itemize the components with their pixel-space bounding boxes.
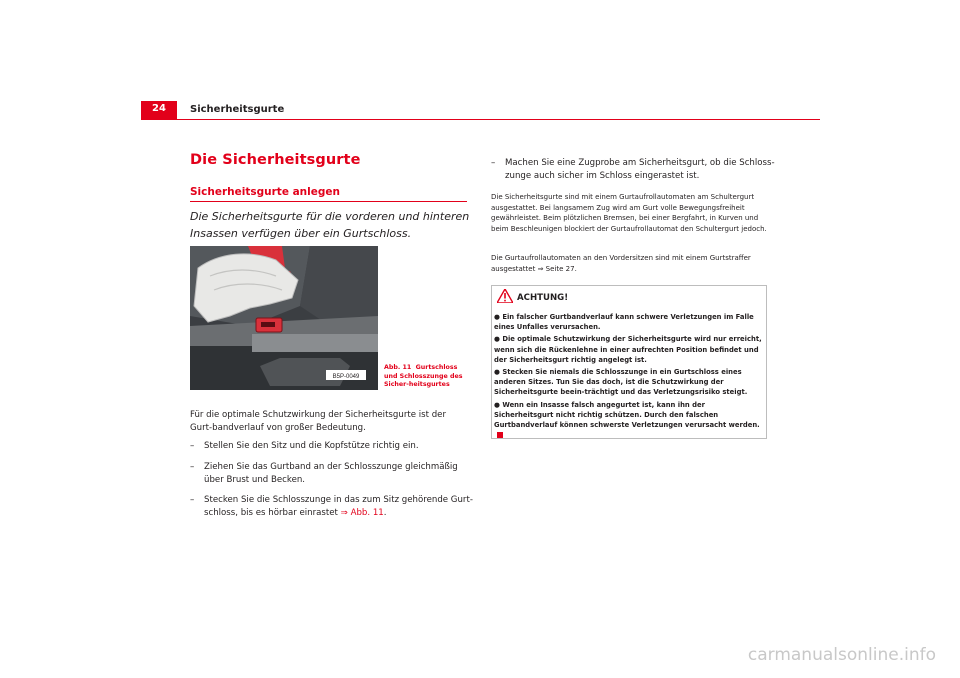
info-text: Die Gurtaufrollautomaten an den Vordersitzen sind mit einem Gurtstraffer ausgestattet	[491, 254, 751, 273]
subsection-divider	[190, 201, 467, 202]
dash-marker: –	[190, 462, 195, 472]
page-title: Die Sicherheitsgurte	[190, 152, 361, 168]
warning-item	[494, 400, 766, 441]
body-paragraph: Für die optimale Schutzwirkung der Sicherheitsgurte ist der Gurt-bandverlauf von großer Bedeutung.	[190, 410, 446, 433]
warning-item-text: Die optimale Schutzwirkung der Sicherheitsgurte wird nur erreicht, wenn sich die Rückenlehne in einer aufrechten Position befindet und der Sicherheitsgurt richtig angelegt ist.	[494, 335, 762, 364]
warning-box	[491, 285, 767, 439]
step-item	[190, 494, 480, 520]
end-marker-icon	[497, 432, 503, 438]
step-text: Stecken Sie die Schlosszunge in das zum Sitz gehörende Gurt-schloss, bis es hörbar einrastet	[204, 495, 473, 518]
warning-item-text: Ein falscher Gurtbandverlauf kann schwere Verletzungen im Falle eines Unfalles verursachen.	[494, 313, 754, 332]
warning-item	[494, 334, 766, 365]
subsection-title: Sicherheitsgurte anlegen	[190, 186, 340, 198]
watermark: carmanualsonline.info	[747, 645, 936, 665]
page-number: 24	[152, 103, 166, 114]
info-paragraph: Die Sicherheitsgurte sind mit einem Gurtaufrollautomaten am Schultergurt ausgestattet. Bei langsamem Zug wird am Gurt volle Bewegungsfreiheit gewährleistet. Beim plötzlichen Bremsen, bei einer Bergfahrt, in Kurven und beim Beschleunigen blockiert der Gurtaufrollautomat den Schultergurt jedoch.	[491, 193, 767, 233]
bullet-icon: ●	[494, 335, 500, 344]
dash-marker: –	[190, 495, 195, 505]
figure-code: B5P-0049	[332, 374, 360, 380]
step-item	[190, 440, 480, 453]
section-title: Sicherheitsgurte	[190, 104, 285, 115]
bullet-icon: ●	[494, 313, 500, 321]
bullet-icon: ●	[494, 368, 500, 377]
step-end: .	[383, 508, 387, 518]
page-reference-link[interactable]: ⇒ Seite 27.	[537, 264, 577, 273]
warning-item-text: Stecken Sie niemals die Schlosszunge in ein Gurtschloss eines anderen Sitzes. Tun Sie das doch, ist die Schutzwirkung der Sicherheitsgurte beein-trächtigt und das Verletzungsrisiko steigt.	[494, 368, 748, 397]
header-divider	[141, 119, 820, 120]
warning-item	[494, 367, 766, 398]
dash-marker: –	[190, 441, 195, 451]
bullet-icon: ●	[494, 400, 500, 409]
figure-caption-text: Gurtschloss und Schlosszunge des Sicher-heitsgurtes	[384, 364, 463, 388]
warning-item-text: Wenn ein Insasse falsch angegurtet ist, kann ihn der Sicherheitsgurt nicht richtig schützen. Durch den falschen Gurtbandverlauf können schwerste Verletzungen verursacht werden.	[494, 400, 760, 430]
warning-item	[494, 312, 766, 332]
step-item	[491, 157, 781, 183]
seatbelt-illustration	[190, 246, 378, 390]
step-text: Stellen Sie den Sitz und die Kopfstütze richtig ein.	[204, 441, 419, 451]
step-text: Ziehen Sie das Gurtband an der Schlosszunge gleichmäßig über Brust und Becken.	[204, 462, 458, 485]
seatbelt-buckle-figure	[190, 246, 378, 390]
info-paragraph	[491, 253, 773, 274]
step-item	[190, 461, 480, 487]
warning-list	[494, 312, 766, 442]
warning-title: ACHTUNG!	[517, 293, 569, 303]
step-text: Machen Sie eine Zugprobe am Sicherheitsgurt, ob die Schloss-zunge auch sicher im Schloss eingerastet ist.	[505, 158, 775, 181]
intro-text: Die Sicherheitsgurte für die vorderen und hinteren Insassen verfügen über ein Gurtschloss.	[190, 210, 470, 240]
figure-caption-number: Abb. 11	[384, 364, 412, 371]
figure-caption	[384, 364, 470, 390]
figure-reference-link[interactable]: ⇒ Abb. 11	[340, 508, 384, 518]
dash-marker: –	[491, 158, 496, 168]
warning-triangle-icon	[497, 289, 513, 303]
